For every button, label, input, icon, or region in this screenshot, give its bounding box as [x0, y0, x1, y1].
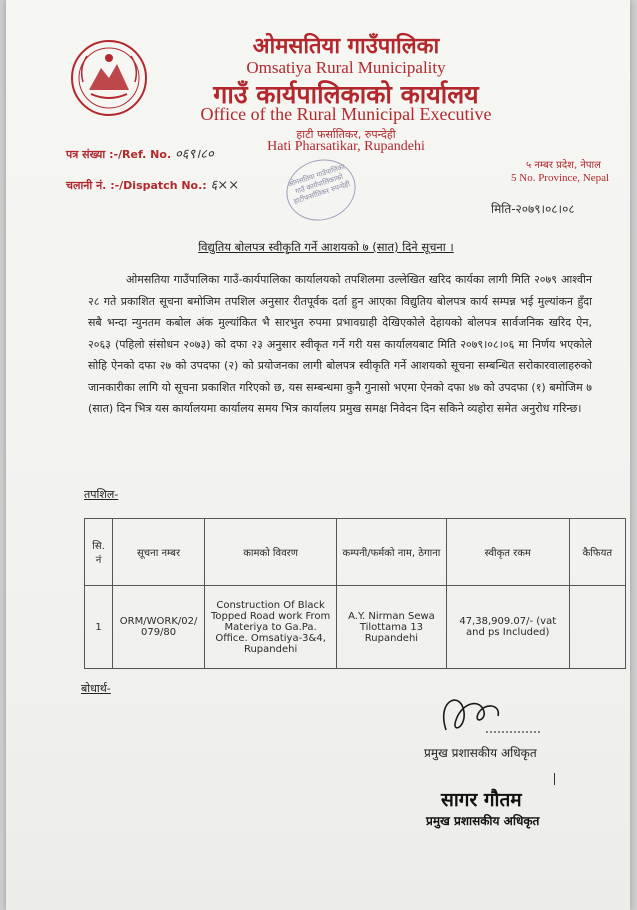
org-name-nepali: ओमसतिया गाउँपालिका: [252, 34, 440, 59]
reference-label: पत्र संख्या :-/Ref. No.: [66, 148, 172, 161]
government-emblem-icon: [69, 38, 149, 118]
cc-label: बोधार्थ-: [81, 682, 111, 695]
officer-name-stamp: सागर गौतम: [441, 789, 522, 811]
reference-value: ०६९।८०: [174, 147, 214, 162]
notice-body: ओमसतिया गाउँपालिका गाउँ-कार्यपालिका कार्यालयको तपशिलमा उल्लेखित खरिद कार्यका लागी मिति २०७९ आश्वीन २८ गते प्रकाशित सूचना बमोजिम तपशिल अनुसार रीतपूर्वक दर्ता हुन आएका विद्युतिय बोलपत्र कार्य सम्पन्न भई मुल्यांकन हुँदा सबै भन्दा न्युनतम कबोल अंक मुल्यांकित भै सारभुत रुपमा प्रभावग्राही देखिएकोले देहायको बोलपत्र सार्वजनिक खरिद ऐन, २०६३ (पहिलो संसोधन २०७३) को दफा २३ अनुसार स्वीकृत गर्ने गरी यस कार्यालयबाट मिति २०७९।०८।०६ मा निर्णय भएकोले सोहि ऐनको दफा २७ को उपदफा (२) को प्रयोजनका लागी बोलपत्र स्वीकृति गर्ने आशयको सूचना सम्बन्धित सरोकारवालाहरुको जानकारीका लागि यो सूचना प्रकाशित गरिएको छ, यस सम्बन्धमा कुनै गुनासो भएमा ऐनको दफा ४७ को उपदफा (१) बमोजिम ७ (सात) दिन भित्र यस कार्यालयमा कार्यालय समय भित्र कार्यालय प्रमुख समक्ष निवेदन दिन सकिने व्यहोरा समेत अनुरोध गरिन्छ।: [88, 273, 592, 415]
col-approved-amount: स्वीकृत रकम: [446, 519, 569, 586]
table-row: [85, 586, 626, 669]
cell-approved-amount: 47,38,909.07/- (vat and ps Included): [446, 586, 569, 669]
details-label: तपशिल-: [84, 488, 119, 501]
office-name-nepali: गाउँ कार्यपालिकाको कार्यालय: [213, 80, 479, 109]
province-nepali: ५ नम्बर प्रदेश, नेपाल: [526, 160, 601, 171]
letter-page: [6, 0, 630, 910]
table-header-row: [85, 519, 626, 586]
dispatch-label: चलानी नं. :-/Dispatch No.:: [66, 179, 207, 192]
col-work-description: कामको विवरण: [205, 519, 337, 586]
margin-mark: [554, 773, 555, 785]
office-stamp: ओमसतिया गाउँपालिका गाउँ कार्यपालिकाको हाटीफर्सातिकर रुपन्देही: [278, 151, 363, 230]
notice-subject: विद्युतिय बोलपत्र स्वीकृति गर्ने आशयको ७ (सात) दिने सूचना ।: [198, 240, 454, 254]
reference-number: [66, 144, 214, 162]
cell-notice-number: ORM/WORK/02/ 079/80: [113, 586, 205, 669]
col-notice-number: सूचना नम्बर: [113, 519, 205, 586]
office-name-english: Office of the Rural Municipal Executive: [200, 104, 492, 124]
col-remarks: कैफियत: [569, 519, 625, 586]
col-serial: सि. नं: [85, 519, 113, 586]
bid-details-table: [84, 518, 626, 669]
signatory-role: प्रमुख प्रशासकीय अधिकृत: [424, 746, 537, 760]
province-english: 5 No. Province, Nepal: [511, 172, 610, 184]
cell-company: A.Y. Nirman Sewa Tilottama 13 Rupandehi: [337, 586, 447, 669]
signature-scribble: [426, 690, 546, 740]
address-nepali: हाटी फर्सातिकर, रुपन्देही: [296, 128, 396, 141]
dispatch-number: [66, 175, 239, 193]
cell-work-description: Construction Of Black Topped Road work From Materiya to Ga.Pa. Office. Omsatiya-3&4, Rupandehi: [205, 586, 337, 669]
col-company: कम्पनी/फर्मको नाम, ठेगाना: [337, 519, 447, 586]
cell-serial: 1: [85, 586, 113, 669]
cell-remarks: [569, 586, 625, 669]
letter-date: मिति-२०७९।०८।०८: [491, 202, 575, 216]
org-name-english: Omsatiya Rural Municipality: [246, 58, 446, 77]
officer-role-stamp: प्रमुख प्रशासकीय अधिकृत: [426, 814, 540, 828]
address-english: Hati Pharsatikar, Rupandehi: [267, 139, 425, 154]
dispatch-value: ६××: [210, 178, 240, 193]
